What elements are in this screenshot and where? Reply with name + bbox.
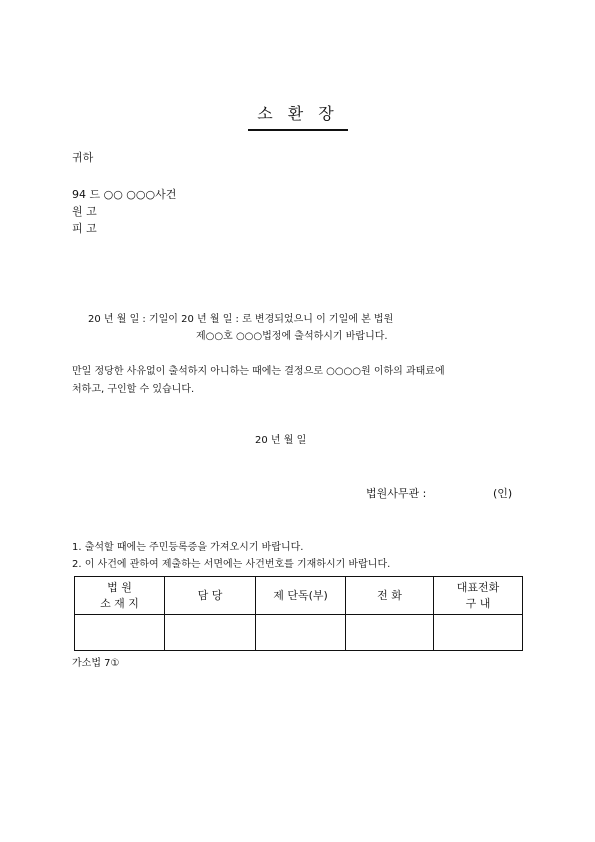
header-in-charge <box>165 577 256 615</box>
document-title: 소 환 장 <box>257 104 339 123</box>
header-main-phone-extension <box>434 577 523 615</box>
title-underline <box>248 129 348 131</box>
recipient-label: 귀하 <box>72 151 94 164</box>
header-division <box>256 577 346 615</box>
table-cell <box>346 615 434 651</box>
header-court-location <box>75 577 165 615</box>
issue-date: 20 년 월 일 <box>255 435 307 446</box>
plaintiff-label: 원 고 <box>72 205 97 218</box>
clerk-label: 법원사무관 : <box>366 487 427 500</box>
seal-mark: (인) <box>493 487 513 500</box>
warning-line-1: 만일 정당한 사유없이 출석하지 아니하는 때에는 결정으로 ○○○○원 이하의 과태료에 <box>72 366 445 377</box>
table-cell <box>75 615 165 651</box>
header-text: 구 내 <box>465 596 491 610</box>
table-header-row <box>75 577 523 615</box>
notice-line-2: 제○○호 ○○○법정에 출석하시기 바랍니다. <box>196 331 388 342</box>
header-text: 대표전화 <box>456 580 500 594</box>
header-text: 전 화 <box>377 588 402 602</box>
header-phone <box>346 577 434 615</box>
table-row <box>75 615 523 651</box>
table-cell <box>434 615 523 651</box>
contact-table <box>74 576 523 651</box>
header-text: 담 당 <box>197 588 223 602</box>
header-text: 법 원 <box>107 580 132 594</box>
defendant-label: 피 고 <box>72 222 97 235</box>
note-1: 1. 출석할 때에는 주민등록증을 가져오시기 바랍니다. <box>72 542 304 553</box>
case-number: 94 드 ○○ ○○○사건 <box>72 188 177 201</box>
notice-line-1: 20 년 월 일 : 기일이 20 년 월 일 : 로 변경되었으니 이 기일에 본 법원 <box>88 314 394 325</box>
header-text: 제 단독(부) <box>273 588 328 602</box>
footer-law-reference: 가소법 7① <box>72 658 120 669</box>
table-cell <box>165 615 256 651</box>
warning-line-2: 처하고, 구인할 수 있습니다. <box>72 384 195 395</box>
note-2: 2. 이 사건에 관하여 제출하는 서면에는 사건번호를 기재하시기 바랍니다. <box>72 559 391 570</box>
table-cell <box>256 615 346 651</box>
header-text: 소 재 지 <box>100 596 139 610</box>
